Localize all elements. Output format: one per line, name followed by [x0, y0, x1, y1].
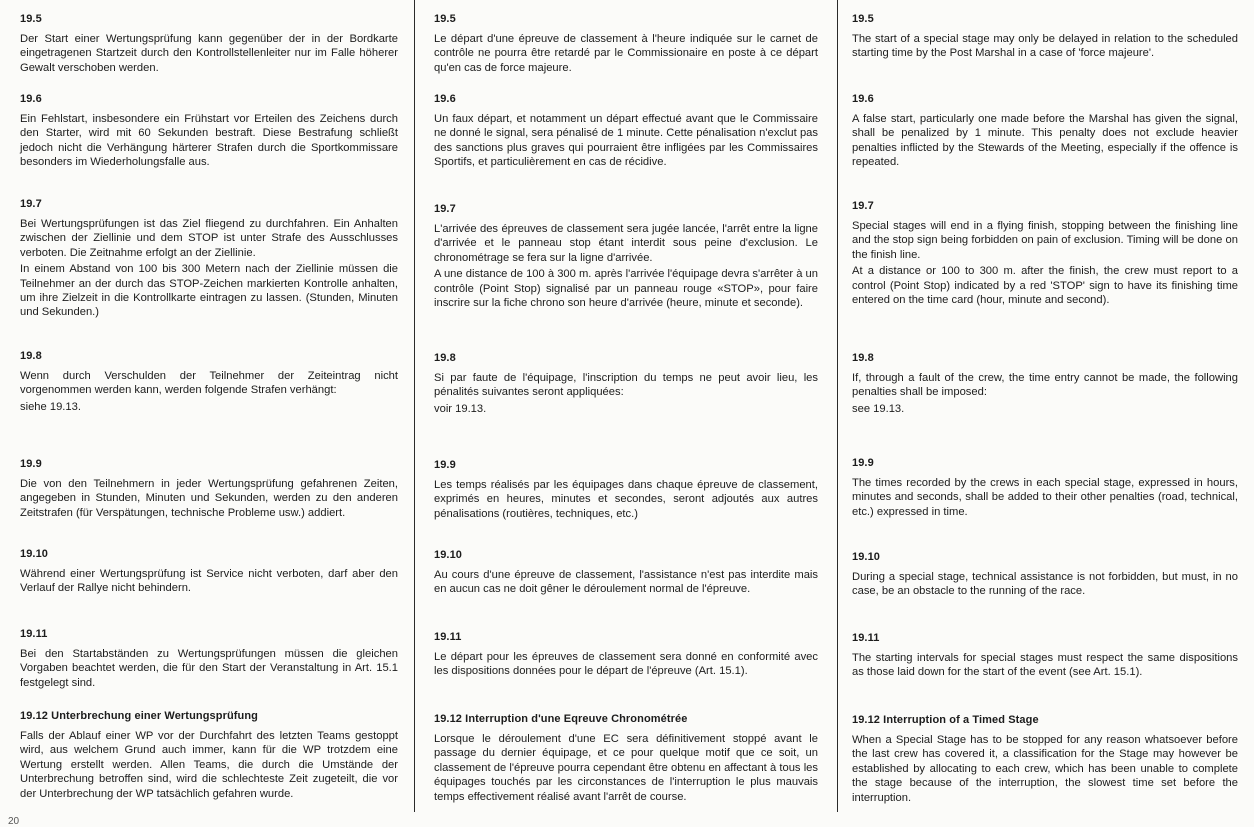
article-number: 19.7: [852, 200, 874, 212]
article-section: [434, 13, 818, 75]
article-number: 19.7: [434, 203, 456, 215]
german-column: [0, 0, 418, 827]
article-section: [852, 13, 1238, 61]
article-paragraph: When a Special Stage has to be stopped for any reason whatsoever before the last crew has covered it, a classification for the Stage may however be established by allocating to each crew, which has been unable to complete the stage because of the interruption, the slowest time set before the interruption.: [852, 734, 1238, 804]
article-paragraph: A une distance de 100 à 300 m. après l'arrivée l'équipage devra s'arrêter à un contrôle (Point Stop) signalisé par un panneau rouge «STOP», pour faire inscrire sur la fiche chrono son heure d'arrivée (heure, minute et seconde).: [434, 268, 818, 310]
article-number: 19.6: [434, 93, 456, 105]
article-number: 19.5: [434, 13, 456, 25]
article-number: 19.11: [20, 628, 48, 640]
article-number: 19.11: [852, 632, 880, 644]
article-section: [852, 200, 1238, 307]
article-paragraph: The start of a special stage may only be delayed in relation to the scheduled starting time by the Post Marshal in a case of 'force majeure'.: [852, 33, 1238, 60]
article-section: [852, 352, 1238, 416]
article-paragraph: During a special stage, technical assistance is not forbidden, but must, in no case, be an obstacle to the running of the race.: [852, 571, 1238, 598]
article-number: 19.10: [20, 548, 49, 560]
article-number: 19.9: [434, 459, 456, 471]
article-number: 19.5: [852, 13, 874, 25]
article-section: [434, 459, 818, 521]
article-number: 19.10: [852, 551, 881, 563]
article-paragraph: Falls der Ablauf einer WP vor der Durchfahrt des letzten Teams gestoppt wird, aus welchem Grund auch immer, kann für die WP trotzdem eine Wertung erstellt werden. Allen Teams, die durch die Umstände der Unterbrechung betroffen sind, wird die schlechteste Zeit zugeteilt, die vor der Unterbrechung der WP tatsächlich gefahren wurde.: [20, 730, 398, 800]
article-paragraph: Der Start einer Wertungsprüfung kann gegenüber der in der Bordkarte eingetragenen Startzeit durch den Kontrollstellenleiter nur im Falle höherer Gewalt verschoben werden.: [20, 33, 398, 74]
article-paragraph: Bei den Startabständen zu Wertungsprüfungen müssen die gleichen Vorgaben beachtet werden, die für den Start der Veranstaltung in Art. 15.1 festgelegt sind.: [20, 648, 398, 689]
article-section: [852, 457, 1238, 519]
article-paragraph: The starting intervals for special stages must respect the same dispositions as those laid down for the start of the event (see Art. 15.1).: [852, 652, 1238, 679]
article-paragraph: L'arrivée des épreuves de classement sera jugée lancée, l'arrêt entre la ligne d'arrivée et le panneau stop étant interdit sous peine d'exclusion. Le chronométrage se fera sur la ligne d'arrivée.: [434, 223, 818, 264]
article-paragraph: Les temps réalisés par les équipages dans chaque épreuve de classement, exprimés en heures, minutes et secondes, seront adjoutés aux autres pénalisations (routières, techniques, etc.): [434, 479, 818, 520]
article-number: 19.10: [434, 549, 463, 561]
article-section: [20, 198, 398, 320]
article-paragraph: voir 19.13.: [434, 402, 487, 415]
article-section: [852, 93, 1238, 170]
article-paragraph: siehe 19.13.: [20, 400, 81, 413]
article-paragraph: Le départ pour les épreuves de classement sera donné en conformité avec les dispositions données pour le départ de l'épreuve (Art. 15.1).: [434, 651, 818, 678]
article-section: [434, 713, 818, 804]
article-number: 19.8: [852, 352, 874, 364]
article-number: 19.12 Interruption d'une Eqreuve Chronométrée: [434, 713, 688, 725]
article-number: 19.11: [434, 631, 462, 643]
article-number: 19.8: [20, 350, 42, 362]
article-section: [434, 549, 818, 597]
article-number: 19.9: [852, 457, 874, 469]
article-section: [852, 714, 1238, 805]
article-paragraph: Un faux départ, et notamment un départ effectué avant que le Commissaire ne donné le signal, sera pénalisé de 1 minute. Cette pénalisation n'exclut pas des sanctions plus graves qui pourraient être infligées par les Commissaires Sportifs, et particulièrement en cas de récidive.: [434, 113, 818, 169]
article-section: [20, 710, 398, 801]
french-column: [418, 0, 838, 827]
article-paragraph: Während einer Wertungsprüfung ist Service nicht verboten, darf aber den Verlauf der Rallye nicht behindern.: [20, 568, 398, 595]
article-paragraph: see 19.13.: [852, 402, 905, 415]
article-number: 19.5: [20, 13, 42, 25]
article-paragraph: If, through a fault of the crew, the time entry cannot be made, the following penalties shall be imposed:: [852, 372, 1238, 399]
english-column: [838, 0, 1254, 827]
article-paragraph: Si par faute de l'équipage, l'inscription du temps ne peut avoir lieu, les pénalités suivantes seront appliquées:: [434, 372, 818, 399]
page-number: 20: [8, 816, 20, 827]
article-paragraph: Ein Fehlstart, insbesondere ein Frühstart vor Erteilen des Zeichens durch den Starter, wird mit 60 Sekunden bestraft. Diese Bestrafung schließt jedoch nicht die Verhängung härterer Strafen durch die Sportkommissare besonders im Wiederholungsfalle aus.: [20, 113, 398, 169]
article-number: 19.6: [852, 93, 874, 105]
article-section: [20, 13, 398, 75]
article-paragraph: Special stages will end in a flying finish, stopping between the finishing line and the stop sign being forbidden on pain of exclusion. Timing will be done on the finish line.: [852, 220, 1238, 261]
article-number: 19.9: [20, 458, 42, 470]
article-section: [20, 350, 398, 414]
article-paragraph: Wenn durch Verschulden der Teilnehmer der Zeiteintrag nicht vorgenommen werden kann, werden folgende Strafen verhängt:: [20, 370, 398, 397]
article-section: [20, 458, 398, 520]
article-section: [20, 628, 398, 690]
article-section: [20, 548, 398, 596]
article-section: [434, 352, 818, 416]
article-number: 19.6: [20, 93, 42, 105]
article-section: [20, 93, 398, 170]
article-paragraph: Bei Wertungsprüfungen ist das Ziel fliegend zu durchfahren. Ein Anhalten zwischen der Ziellinie und dem STOP ist unter Strafe des Ausschlusses verboten. Die Zeitnahme erfolgt an der Ziellinie.: [20, 218, 398, 259]
article-paragraph: In einem Abstand von 100 bis 300 Metern nach der Ziellinie müssen die Teilnehmer an der durch das STOP-Zeichen markierten Kontrolle anhalten, um ihre Zielzeit in die Kontrollkarte eintragen zu lassen. (Stunden, Minuten und Sekunden.): [20, 263, 398, 319]
article-section: [852, 632, 1238, 680]
article-paragraph: Lorsque le déroulement d'une EC sera définitivement stoppé avant le passage du dernier équipage, et ce pour quelque motif que ce soit, un classement de l'épreuve pourra cependant être obtenu en affectant à tous les équipages touchés par les circonstances de l'interruption le plus mauvais temps effectivement réalisé avant l'arrêt de course.: [434, 733, 818, 803]
article-paragraph: Le départ d'une épreuve de classement à l'heure indiquée sur le carnet de contrôle ne pourra être retardé par le Commissionaire en poste à ce départ qu'en cas de force majeure.: [434, 33, 818, 74]
article-number: 19.12 Unterbrechung einer Wertungsprüfung: [20, 710, 258, 722]
article-paragraph: A false start, particularly one made before the Marshal has given the signal, shall be penalized by 1 minute. This penalty does not exclude heavier penalties inflicted by the Stewards of the Meeting, especially if the offence is repeated.: [852, 113, 1238, 169]
article-section: [852, 551, 1238, 599]
article-number: 19.12 Interruption of a Timed Stage: [852, 714, 1039, 726]
article-paragraph: Au cours d'une épreuve de classement, l'assistance n'est pas interdite mais en aucun cas ne doit gêner le déroulement normal de l'épreuve.: [434, 569, 818, 596]
article-paragraph: Die von den Teilnehmern in jeder Wertungsprüfung gefahrenen Zeiten, angegeben in Stunden, Minuten und Sekunden, werden zu den anderen Zeitstrafen (für Verspätungen, technische Probleme usw.) addiert.: [20, 478, 398, 519]
article-paragraph: The times recorded by the crews in each special stage, expressed in hours, minutes and seconds, shall be added to their other penalties (road, technical, etc.) expressed in time.: [852, 477, 1238, 518]
article-number: 19.7: [20, 198, 42, 210]
article-section: [434, 93, 818, 170]
article-section: [434, 203, 818, 310]
article-paragraph: At a distance or 100 to 300 m. after the finish, the crew must report to a control (Point Stop) indicated by a red 'STOP' sign to have its finishing time entered on the time card (hour, minute and second).: [852, 265, 1238, 307]
article-number: 19.8: [434, 352, 456, 364]
article-section: [434, 631, 818, 679]
